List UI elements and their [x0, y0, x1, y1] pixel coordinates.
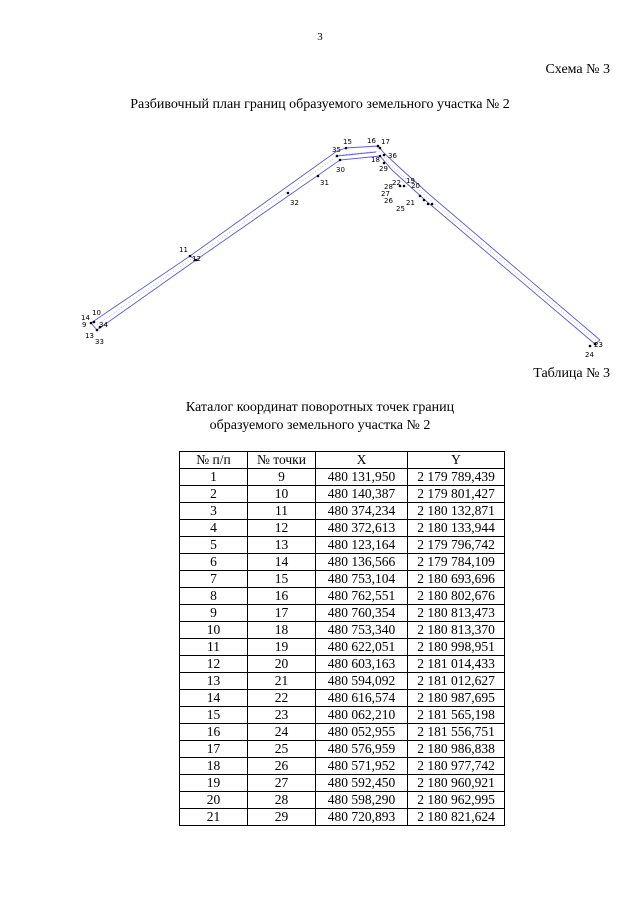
cell-x: 480 131,950 [316, 469, 408, 486]
cell-row-number: 20 [180, 792, 248, 809]
cell-row-number: 13 [180, 673, 248, 690]
table-row [180, 622, 505, 639]
cell-row-number: 12 [180, 656, 248, 673]
cell-point-number: 14 [248, 554, 316, 571]
table-row [180, 690, 505, 707]
catalog-title [0, 399, 640, 435]
cell-x: 480 762,551 [316, 588, 408, 605]
cell-y: 2 181 556,751 [408, 724, 505, 741]
header-point-number: № точки [248, 452, 316, 469]
table-row [180, 758, 505, 775]
cell-y: 2 180 986,838 [408, 741, 505, 758]
table-row [180, 724, 505, 741]
cell-point-number: 13 [248, 537, 316, 554]
cell-x: 480 720,893 [316, 809, 408, 826]
cell-point-number: 12 [248, 520, 316, 537]
cell-point-number: 18 [248, 622, 316, 639]
cell-x: 480 753,340 [316, 622, 408, 639]
plan-title: Разбивочный план границ образуемого земельного участка № 2 [130, 97, 510, 112]
cell-row-number: 18 [180, 758, 248, 775]
point-label-22: 22 [392, 179, 401, 187]
cell-x: 480 603,163 [316, 656, 408, 673]
point-label-10: 10 [92, 309, 101, 317]
cell-row-number: 16 [180, 724, 248, 741]
cell-y: 2 180 960,921 [408, 775, 505, 792]
cell-point-number: 22 [248, 690, 316, 707]
cell-row-number: 7 [180, 571, 248, 588]
header-row-number: № п/п [180, 452, 248, 469]
point-label-30: 30 [336, 166, 345, 174]
cell-x: 480 598,290 [316, 792, 408, 809]
cell-point-number: 19 [248, 639, 316, 656]
cell-y: 2 180 813,370 [408, 622, 505, 639]
cell-point-number: 29 [248, 809, 316, 826]
page-number: 3 [317, 31, 323, 43]
catalog-title-line1: Каталог координат поворотных точек границ [185, 400, 455, 415]
cell-y: 2 181 565,198 [408, 707, 505, 724]
coordinates-table [179, 451, 505, 826]
cell-point-number: 26 [248, 758, 316, 775]
table-row [180, 469, 505, 486]
table-row [180, 571, 505, 588]
cell-x: 480 062,210 [316, 707, 408, 724]
cell-row-number: 2 [180, 486, 248, 503]
point-label-35: 35 [332, 146, 341, 154]
point-label-25: 25 [396, 205, 405, 213]
cell-row-number: 17 [180, 741, 248, 758]
table-row [180, 503, 505, 520]
cell-y: 2 180 977,742 [408, 758, 505, 775]
cell-y: 2 180 813,473 [408, 605, 505, 622]
cell-point-number: 23 [248, 707, 316, 724]
cell-y: 2 180 962,995 [408, 792, 505, 809]
cell-row-number: 21 [180, 809, 248, 826]
cell-y: 2 180 802,676 [408, 588, 505, 605]
point-label-13: 13 [85, 332, 94, 340]
point-label-36: 36 [388, 152, 397, 160]
cell-point-number: 24 [248, 724, 316, 741]
cell-row-number: 15 [180, 707, 248, 724]
point-label-32: 32 [290, 199, 299, 207]
hatch-lines [94, 151, 598, 342]
cell-row-number: 6 [180, 554, 248, 571]
point-label-23: 23 [594, 341, 603, 349]
point-label-11: 11 [179, 246, 188, 254]
table-row [180, 554, 505, 571]
cell-row-number: 10 [180, 622, 248, 639]
point-label-24: 24 [585, 351, 594, 359]
table-row [180, 741, 505, 758]
cell-y: 2 180 821,624 [408, 809, 505, 826]
point-label-19: 19 [406, 177, 415, 185]
cell-x: 480 594,092 [316, 673, 408, 690]
table-row [180, 588, 505, 605]
cell-row-number: 3 [180, 503, 248, 520]
cell-y: 2 179 801,427 [408, 486, 505, 503]
table-row [180, 537, 505, 554]
cell-x: 480 760,354 [316, 605, 408, 622]
boundary-lines [91, 146, 600, 344]
table-row [180, 639, 505, 656]
cell-y: 2 179 789,439 [408, 469, 505, 486]
catalog-title-line2: образуемого земельного участка № 2 [209, 418, 431, 433]
table-row [180, 707, 505, 724]
table-row [180, 520, 505, 537]
point-label-28: 28 [384, 183, 393, 191]
cell-row-number: 1 [180, 469, 248, 486]
cell-point-number: 20 [248, 656, 316, 673]
table-row [180, 775, 505, 792]
header-y: Y [408, 452, 505, 469]
cell-x: 480 576,959 [316, 741, 408, 758]
point-label-17: 17 [381, 138, 390, 146]
cell-y: 2 181 012,627 [408, 673, 505, 690]
point-label-27: 27 [381, 190, 390, 198]
cell-point-number: 21 [248, 673, 316, 690]
cell-point-number: 9 [248, 469, 316, 486]
cell-y: 2 180 693,696 [408, 571, 505, 588]
point-label-21: 21 [406, 199, 415, 207]
table-label: Таблица № 3 [533, 366, 610, 381]
survey-points [90, 145, 597, 348]
cell-row-number: 8 [180, 588, 248, 605]
cell-y: 2 179 796,742 [408, 537, 505, 554]
cell-x: 480 571,952 [316, 758, 408, 775]
cell-row-number: 9 [180, 605, 248, 622]
cell-row-number: 14 [180, 690, 248, 707]
cell-y: 2 181 014,433 [408, 656, 505, 673]
point-label-33: 33 [95, 338, 104, 346]
cell-x: 480 136,566 [316, 554, 408, 571]
cell-point-number: 15 [248, 571, 316, 588]
cell-x: 480 123,164 [316, 537, 408, 554]
point-label-29: 29 [379, 165, 388, 173]
cell-row-number: 5 [180, 537, 248, 554]
cell-point-number: 17 [248, 605, 316, 622]
cell-y: 2 180 987,695 [408, 690, 505, 707]
point-label-31: 31 [320, 179, 329, 187]
cell-x: 480 753,104 [316, 571, 408, 588]
table-row [180, 673, 505, 690]
table-row [180, 792, 505, 809]
point-label-34: 34 [99, 321, 108, 329]
cell-row-number: 11 [180, 639, 248, 656]
cell-y: 2 180 133,944 [408, 520, 505, 537]
point-label-20: 20 [411, 182, 420, 190]
cell-x: 480 372,613 [316, 520, 408, 537]
cell-point-number: 10 [248, 486, 316, 503]
cell-point-number: 25 [248, 741, 316, 758]
cell-row-number: 4 [180, 520, 248, 537]
point-label-12: 12 [192, 255, 201, 263]
cell-y: 2 180 132,871 [408, 503, 505, 520]
cell-x: 480 374,234 [316, 503, 408, 520]
point-label-16: 16 [367, 137, 376, 145]
point-label-26: 26 [384, 197, 393, 205]
point-label-14: 14 [81, 314, 90, 322]
cell-point-number: 28 [248, 792, 316, 809]
table-header-row [180, 452, 505, 469]
cell-x: 480 052,955 [316, 724, 408, 741]
point-label-9: 9 [82, 321, 87, 329]
cell-point-number: 27 [248, 775, 316, 792]
cell-y: 2 180 998,951 [408, 639, 505, 656]
cell-x: 480 140,387 [316, 486, 408, 503]
point-label-15: 15 [343, 138, 352, 146]
table-row [180, 486, 505, 503]
cell-point-number: 16 [248, 588, 316, 605]
cell-row-number: 19 [180, 775, 248, 792]
cell-x: 480 622,051 [316, 639, 408, 656]
cell-point-number: 11 [248, 503, 316, 520]
scheme-label: Схема № 3 [545, 62, 610, 77]
cell-x: 480 592,450 [316, 775, 408, 792]
table-row [180, 809, 505, 826]
table-row [180, 656, 505, 673]
table-body [180, 469, 505, 826]
point-labels [81, 137, 603, 359]
cell-y: 2 179 784,109 [408, 554, 505, 571]
point-label-18: 18 [371, 156, 380, 164]
table-row [180, 605, 505, 622]
boundary-plan-drawing [70, 128, 610, 363]
cell-x: 480 616,574 [316, 690, 408, 707]
header-x: X [316, 452, 408, 469]
